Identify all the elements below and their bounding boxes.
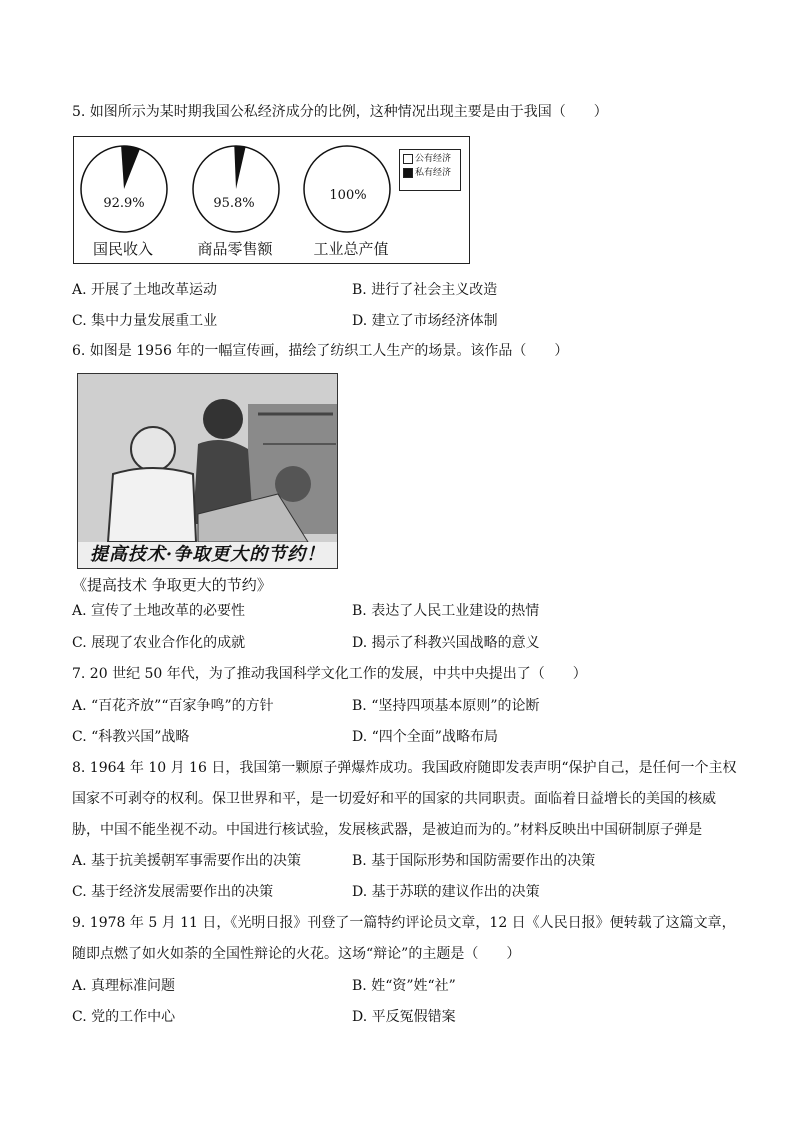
legend-public-swatch — [403, 154, 413, 164]
q9-option-b[interactable]: B. 姓“资”姓“社” — [352, 978, 456, 994]
pie-2-label: 商品零售额 — [197, 240, 273, 258]
q6-option-d[interactable]: D. 揭示了科教兴国战略的意义 — [352, 635, 540, 651]
q5-option-a[interactable]: A. 开展了土地改革运动 — [72, 282, 218, 298]
q9-option-c[interactable]: C. 党的工作中心 — [72, 1009, 176, 1025]
q6-stem: 6. 如图是 1956 年的一幅宣传画，描绘了纺织工人生产的场景。该作品（ ） — [72, 343, 569, 359]
poster-caption: 《提高技术 争取更大的节约》 — [72, 576, 272, 594]
q8-option-c[interactable]: C. 基于经济发展需要作出的决策 — [72, 884, 274, 900]
q8-stem-line-3: 胁，中国不能坐视不动。中国进行核试验，发展核武器，是被迫而为的。”材料反映出中国研制原子弹是 — [72, 822, 703, 838]
pie-1-percent: 92.9% — [103, 196, 145, 211]
q8-option-d[interactable]: D. 基于苏联的建议作出的决策 — [352, 884, 540, 900]
q8-option-a[interactable]: A. 基于抗美援朝军事需要作出的决策 — [72, 853, 302, 869]
q7-option-d[interactable]: D. “四个全面”战略布局 — [352, 729, 498, 745]
q9-stem-line-2: 随即点燃了如火如荼的全国性辩论的火花。这场“辩论”的主题是（ ） — [72, 946, 521, 962]
pie-legend — [399, 149, 461, 191]
pie-3-percent: 100% — [329, 188, 367, 203]
q6-option-b[interactable]: B. 表达了人民工业建设的热情 — [352, 603, 540, 619]
propaganda-poster-image — [77, 373, 338, 569]
poster-slogan: 提高技术·争取更大的节约！ — [78, 542, 337, 568]
q8-stem-line-2: 国家不可剥夺的权利。保卫世界和平，是一切爱好和平的国家的共同职责。面临着日益增长的美国的核威 — [72, 791, 716, 807]
q6-option-c[interactable]: C. 展现了农业合作化的成就 — [72, 635, 246, 651]
q9-option-d[interactable]: D. 平反冤假错案 — [352, 1009, 456, 1025]
legend-private — [403, 166, 457, 180]
q7-option-c[interactable]: C. “科教兴国”战略 — [72, 729, 190, 745]
pie-2-percent: 95.8% — [213, 196, 255, 211]
q5-option-c[interactable]: C. 集中力量发展重工业 — [72, 313, 218, 329]
q7-option-a[interactable]: A. “百花齐放”“百家争鸣”的方针 — [72, 698, 274, 714]
q7-stem: 7. 20 世纪 50 年代，为了推动我国科学文化工作的发展，中共中央提出了（ ） — [72, 666, 587, 682]
poster-illustration — [78, 374, 337, 568]
legend-private-label: 私有经济 — [415, 168, 452, 178]
q5-option-b[interactable]: B. 进行了社会主义改造 — [352, 282, 498, 298]
q9-option-a[interactable]: A. 真理标准问题 — [72, 978, 176, 994]
q5-option-d[interactable]: D. 建立了市场经济体制 — [352, 313, 498, 329]
q9-stem-line-1: 9. 1978 年 5 月 11 日，《光明日报》刊登了一篇特约评论员文章，12 日《人民日报》便转载了这篇文章， — [72, 915, 736, 931]
q7-option-b[interactable]: B. “坚持四项基本原则”的论断 — [352, 698, 540, 714]
q8-stem-line-1: 8. 1964 年 10 月 16 日，我国第一颗原子弹爆炸成功。我国政府随即发表声明“保护自己，是任何一个主权 — [72, 760, 737, 776]
pie-3-label: 工业总产值 — [313, 240, 389, 258]
legend-public — [403, 152, 457, 166]
q8-option-b[interactable]: B. 基于国际形势和国防需要作出的决策 — [352, 853, 596, 869]
legend-private-swatch — [403, 168, 413, 178]
legend-public-label: 公有经济 — [415, 154, 452, 164]
q6-option-a[interactable]: A. 宣传了土地改革的必要性 — [72, 603, 246, 619]
q5-stem: 5. 如图所示为某时期我国公私经济成分的比例，这种情况出现主要是由于我国（ ） — [72, 104, 608, 120]
pie-1-label: 国民收入 — [92, 240, 153, 258]
